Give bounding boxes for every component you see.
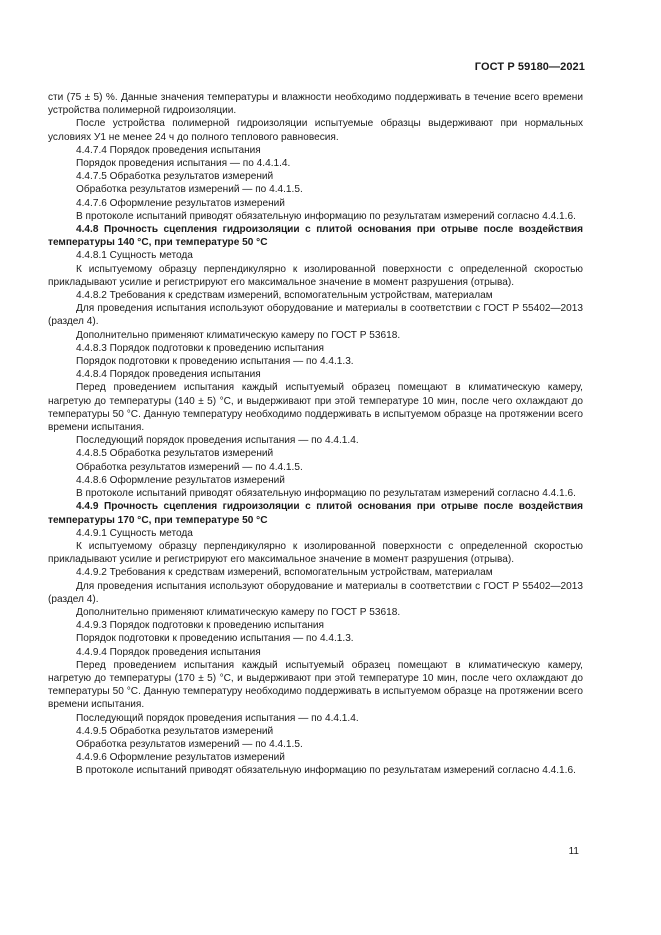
paragraph: 4.4.9.1 Сущность метода <box>76 527 193 539</box>
paragraph: Перед проведением испытания каждый испытуемый образец помещают в климатическую камеру, нагретую до температуры (170 ± 5) °С, и выдерживают при этой температуре 10 мин, после чего охлаждают до температуры 50 °С. Данную температуру необходимо поддерживать в испытуемом образце на протяжении всего времени испытания. <box>48 659 583 711</box>
paragraph: 4.4.8.1 Сущность метода <box>76 250 193 262</box>
paragraph: 4.4.9.4 Порядок проведения испытания <box>76 646 261 658</box>
paragraph: В протоколе испытаний приводят обязательную информацию по результатам измерений согласно 4.4.1.6. <box>76 210 576 222</box>
section-heading: 4.4.9 Прочность сцепления гидроизоляции с плитой основания при отрыве после воздействия температуры 170 °С, при температуре 50 °С <box>48 501 583 526</box>
paragraph: В протоколе испытаний приводят обязательную информацию по результатам измерений согласно 4.4.1.6. <box>76 765 576 777</box>
document-id-header: ГОСТ Р 59180—2021 <box>474 61 585 73</box>
paragraph: Обработка результатов измерений — по 4.4.1.5. <box>76 184 303 196</box>
paragraph: После устройства полимерной гидроизоляции испытуемые образцы выдерживают при нормальных условиях У1 не менее 24 ч до полного теплового равновесия. <box>48 118 583 143</box>
paragraph: 4.4.9.6 Оформление результатов измерений <box>76 752 285 764</box>
paragraph: 4.4.8.4 Порядок проведения испытания <box>76 369 261 381</box>
paragraph: Перед проведением испытания каждый испытуемый образец помещают в климатическую камеру, нагретую до температуры (140 ± 5) °С, и выдерживают при этой температуре 10 мин, после чего охлаждают до температуры 50 °С. Данную температуру необходимо поддерживать в испытуемом образце на протяжении всего времени испытания. <box>48 382 583 434</box>
paragraph: Порядок подготовки к проведению испытания — по 4.4.1.3. <box>76 356 354 368</box>
document-body <box>48 91 583 778</box>
paragraph: Дополнительно применяют климатическую камеру по ГОСТ Р 53618. <box>76 329 401 341</box>
paragraph: Обработка результатов измерений — по 4.4.1.5. <box>76 461 303 473</box>
paragraph: 4.4.8.2 Требования к средствам измерений, вспомогательным устройствам, материалам <box>76 290 493 302</box>
paragraph: 4.4.9.2 Требования к средствам измерений, вспомогательным устройствам, материалам <box>76 567 493 579</box>
paragraph: 4.4.9.3 Порядок подготовки к проведению испытания <box>76 620 325 632</box>
paragraph: 4.4.9.5 Обработка результатов измерений <box>76 725 274 737</box>
paragraph: В протоколе испытаний приводят обязательную информацию по результатам измерений согласно 4.4.1.6. <box>76 488 576 500</box>
paragraph: К испытуемому образцу перпендикулярно к изолированной поверхности с определенной скоростью прикладывают усилие и регистрируют его максимальное значение в момент разрушения (отрыва). <box>48 263 583 288</box>
paragraph: Последующий порядок проведения испытания — по 4.4.1.4. <box>76 435 359 447</box>
paragraph: Порядок проведения испытания — по 4.4.1.4. <box>76 158 291 170</box>
paragraph: Дополнительно применяют климатическую камеру по ГОСТ Р 53618. <box>76 606 401 618</box>
paragraph: Для проведения испытания используют оборудование и материалы в соответствии с ГОСТ Р 55402—2013 (раздел 4). <box>48 303 583 328</box>
paragraph: 4.4.8.6 Оформление результатов измерений <box>76 474 285 486</box>
paragraph: 4.4.7.5 Обработка результатов измерений <box>76 171 274 183</box>
paragraph: Обработка результатов измерений — по 4.4.1.5. <box>76 738 303 750</box>
page-number: 11 <box>568 846 579 857</box>
paragraph: сти (75 ± 5) %. Данные значения температуры и влажности необходимо поддерживать в течение всего времени устройства полимерной гидроизоляции. <box>48 92 583 117</box>
paragraph: Порядок подготовки к проведению испытания — по 4.4.1.3. <box>76 633 354 645</box>
paragraph: 4.4.8.5 Обработка результатов измерений <box>76 448 274 460</box>
paragraph: 4.4.8.3 Порядок подготовки к проведению испытания <box>76 342 325 354</box>
paragraph: 4.4.7.4 Порядок проведения испытания <box>76 144 261 156</box>
paragraph: К испытуемому образцу перпендикулярно к изолированной поверхности с определенной скоростью прикладывают усилие и регистрируют его максимальное значение в момент разрушения (отрыва). <box>48 540 583 566</box>
section-heading: 4.4.8 Прочность сцепления гидроизоляции с плитой основания при отрыве после воздействия температуры 140 °С, при температуре 50 °С <box>48 224 583 249</box>
paragraph: Последующий порядок проведения испытания — по 4.4.1.4. <box>76 712 359 724</box>
paragraph: 4.4.7.6 Оформление результатов измерений <box>76 197 285 209</box>
paragraph: Для проведения испытания используют оборудование и материалы в соответствии с ГОСТ Р 55402—2013 (раздел 4). <box>48 580 583 605</box>
